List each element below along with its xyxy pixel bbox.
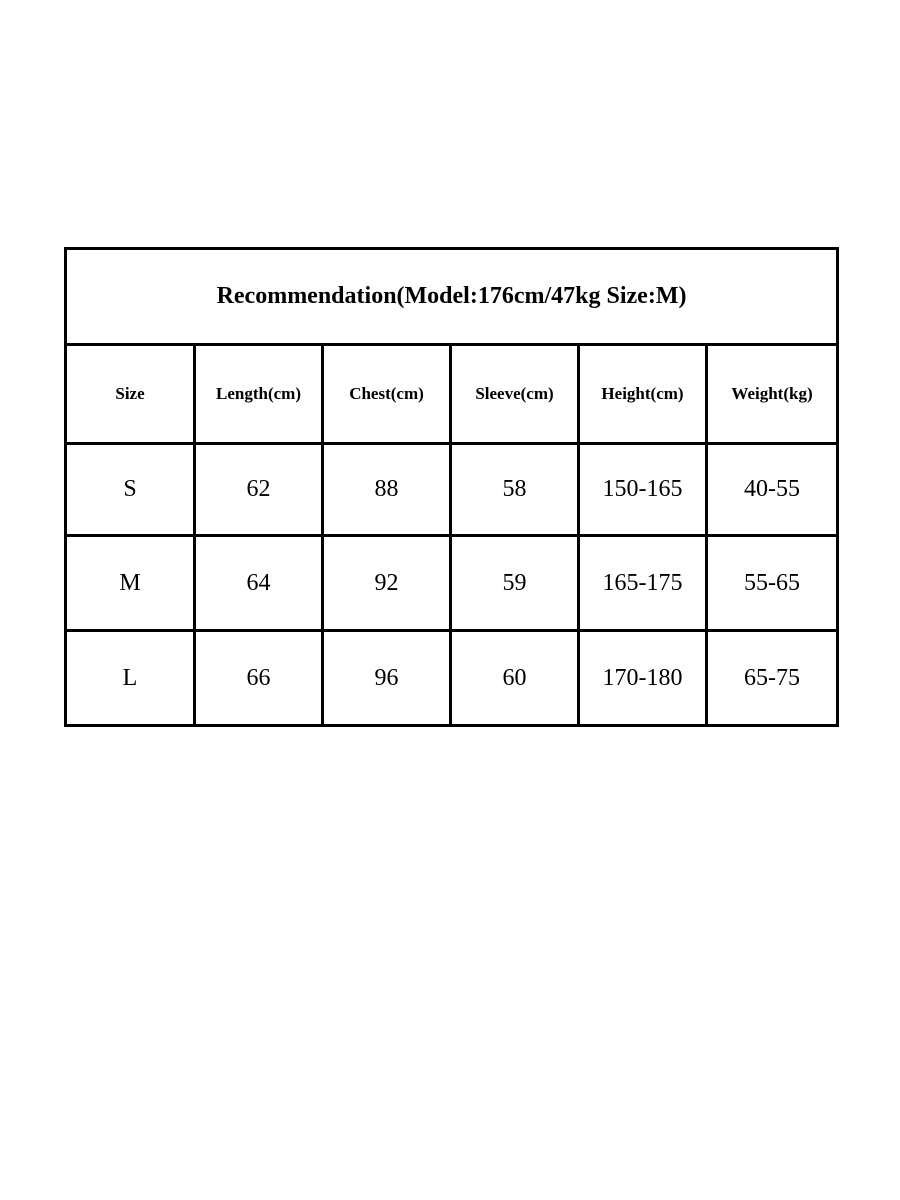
cell-sleeve: 58 (451, 444, 579, 536)
header-weight: Weight(kg) (707, 345, 838, 444)
header-height: Height(cm) (579, 345, 707, 444)
table-row (66, 536, 838, 631)
title-row (66, 249, 838, 345)
header-chest: Chest(cm) (323, 345, 451, 444)
cell-height: 170-180 (579, 631, 707, 726)
cell-height: 150-165 (579, 444, 707, 536)
cell-sleeve: 59 (451, 536, 579, 631)
table-title: Recommendation(Model:176cm/47kg Size:M) (66, 249, 838, 345)
cell-chest: 92 (323, 536, 451, 631)
header-row (66, 345, 838, 444)
cell-length: 64 (195, 536, 323, 631)
size-chart-table (64, 247, 839, 727)
cell-height: 165-175 (579, 536, 707, 631)
header-sleeve: Sleeve(cm) (451, 345, 579, 444)
header-length: Length(cm) (195, 345, 323, 444)
cell-weight: 55-65 (707, 536, 838, 631)
cell-weight: 65-75 (707, 631, 838, 726)
cell-size: L (66, 631, 195, 726)
table-row (66, 631, 838, 726)
header-size: Size (66, 345, 195, 444)
cell-chest: 88 (323, 444, 451, 536)
cell-weight: 40-55 (707, 444, 838, 536)
cell-sleeve: 60 (451, 631, 579, 726)
cell-chest: 96 (323, 631, 451, 726)
cell-size: S (66, 444, 195, 536)
table-row (66, 444, 838, 536)
cell-length: 62 (195, 444, 323, 536)
cell-size: M (66, 536, 195, 631)
cell-length: 66 (195, 631, 323, 726)
